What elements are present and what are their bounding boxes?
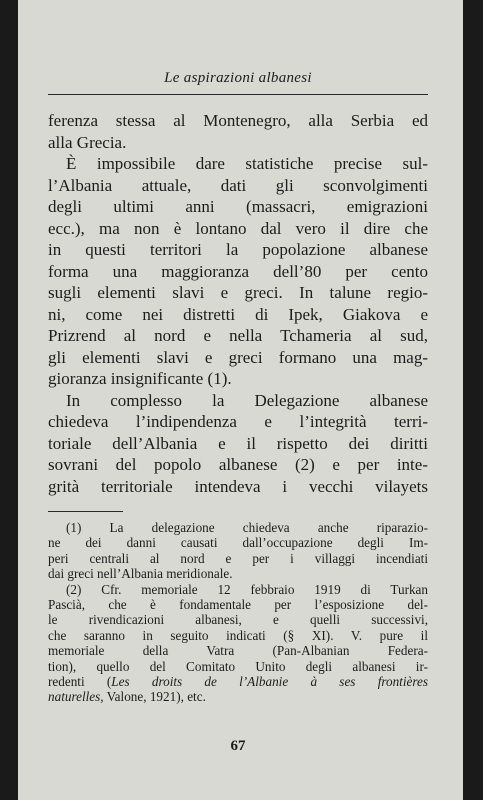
footnote-text: Valone, 1921), etc. [106, 689, 206, 705]
footnote-line: Pascià, che è fondamentale per l’esposizione del- [48, 596, 428, 612]
body-line: degli ultimi anni (massacri, emigrazioni [48, 197, 428, 216]
footnote-text: redenti ( [48, 673, 112, 689]
body-line: forma una maggioranza dell’80 per cento [48, 261, 428, 281]
body-line: In complesso la Delegazione albanese [66, 390, 428, 410]
book-page [18, 0, 463, 800]
body-line: sugli elementi slavi e greci. In talune regio- [48, 283, 428, 302]
footnote-rule [48, 511, 123, 512]
body-line: sovrani del popolo albanese (2) e per inte- [48, 455, 428, 474]
body-line: Prizrend al nord e nella Tchameria al sud, [48, 326, 428, 345]
footnote-line: memoriale della Vatra (Pan-Albanian Federa- [48, 643, 428, 659]
footnote-line: ne dei danni causati dall’occupazione degli Im- [48, 535, 428, 551]
footnote-line [48, 674, 428, 689]
footnote-italic-title: Les droits de l’Albanie à ses frontières [111, 673, 428, 689]
body-line: chiedeva l’indipendenza e l’integrità terri- [48, 412, 428, 431]
body-text [48, 110, 428, 497]
footnote-line: dai greci nell’Albania meridionale. [48, 566, 233, 582]
body-line: ecc.), ma non è lontano dal vero il dire che [48, 218, 428, 238]
footnote-line [48, 689, 428, 704]
body-line: gli elementi slavi e greci formano una mag- [48, 347, 428, 367]
body-line: in questi territori la popolazione albanese [48, 240, 428, 259]
header-rule [48, 94, 428, 95]
body-line: alla Grecia. [48, 132, 127, 152]
body-line: toriale dell’Albania e il rispetto dei diritti [48, 433, 428, 453]
footnote-line: (2) Cfr. memoriale 12 febbraio 1919 di Turkan [66, 581, 428, 597]
body-line: l’Albania attuale, dati gli sconvolgimenti [48, 175, 428, 195]
footnote-line: peri centrali al nord e per i villaggi incendiati [48, 550, 428, 566]
body-line: grità territoriale intendeva i vecchi vilayets [48, 476, 428, 496]
footnote-line: tion), quello del Comitato Unito degli albanesi ir- [48, 658, 428, 674]
page-number: 67 [230, 738, 246, 754]
body-line: ferenza stessa al Montenegro, alla Serbia ed [48, 111, 428, 130]
footnote-line: (1) La delegazione chiedeva anche riparazio- [66, 520, 428, 535]
body-line: È impossibile dare statistiche precise sul- [66, 154, 428, 173]
footnote-line: che saranno in seguito indicati (§ XI). V. pure il [48, 627, 428, 643]
body-line: ni, come nei distretti di Ipek, Giakova e [48, 304, 428, 324]
body-line: gioranza insignificante (1). [48, 369, 232, 388]
footnotes [48, 520, 428, 705]
footnote-line: le rivendicazioni albanesi, e quelli successivi, [48, 612, 428, 628]
running-header: Le aspirazioni albanesi [164, 70, 312, 86]
footnote-italic-title-cont: naturelles, [48, 689, 104, 705]
